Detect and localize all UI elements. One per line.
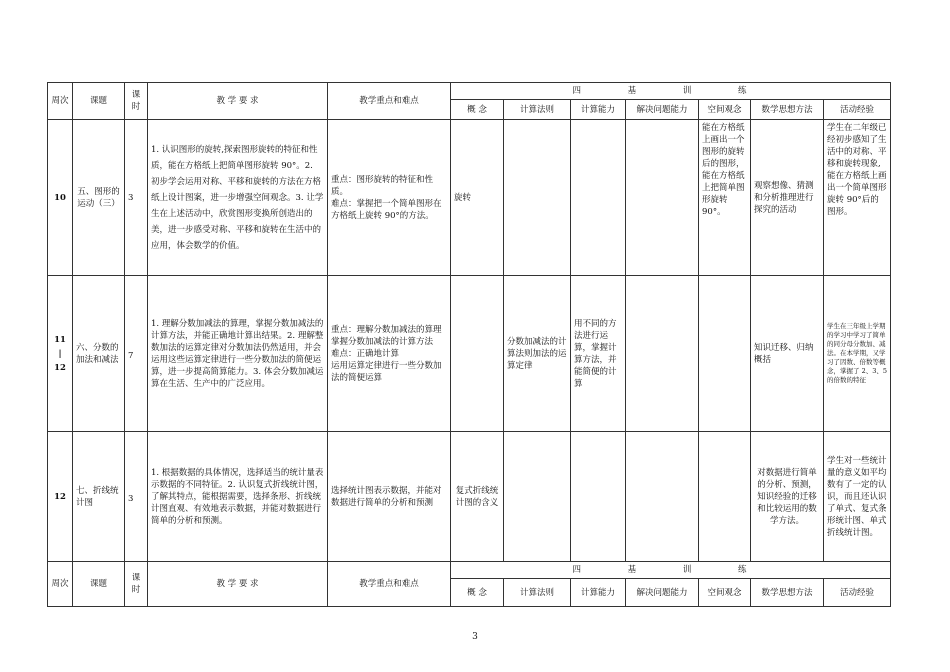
row-rule: 分数加减法的计算法则加法的运算定律 bbox=[504, 276, 571, 432]
row-calc bbox=[571, 120, 626, 276]
row-requirements: 1. 根据数据的具体情况，选择适当的统计量表示数据的不同特征。2. 认识复式折线统计图，了解其特点，能根据需要，选择条形、折线统计图直观、有效地表示数据，并能对数据进行简单的分析和预测。 bbox=[148, 432, 328, 562]
header-concept: 概 念 bbox=[451, 579, 504, 607]
row-calc: 用不同的方法进行运算，掌握计算方法，并能简便的计算 bbox=[571, 276, 626, 432]
row-hours: 3 bbox=[125, 432, 148, 562]
row-week: 12 bbox=[48, 432, 73, 562]
header-week: 周次 bbox=[48, 83, 73, 120]
row-activity: 学生在三年级上学期的学习中学习了简单的同分母分数加、减法。在本学期，又学习了因数、倍数等概念，掌握了 2、3、5 的倍数的特征 bbox=[824, 276, 891, 432]
row-concept: 复式折线统计图的含义 bbox=[451, 432, 504, 562]
row-activity: 学生在二年级已经初步感知了生活中的对称、平移和旋转现象,能在方格纸上画出一个简单图形旋转 90°后的图形。 bbox=[824, 120, 891, 276]
header-topic: 课题 bbox=[73, 562, 125, 607]
row-rule bbox=[504, 120, 571, 276]
teaching-plan-table bbox=[47, 82, 891, 607]
header-activity: 活动经验 bbox=[824, 579, 891, 607]
header-space: 空间观念 bbox=[699, 579, 751, 607]
row-concept bbox=[451, 276, 504, 432]
header-activity: 活动经验 bbox=[824, 100, 891, 120]
header-calc: 计算能力 bbox=[571, 100, 626, 120]
row-method: 对数据进行简单的分析、预测，知识经验的迁移和比较运用的数学方法。 bbox=[751, 432, 824, 562]
row-space: 能在方格纸上画出一个图形的旋转后的图形，能在方格纸上把简单图形旋转 90°。 bbox=[699, 120, 751, 276]
row-problem bbox=[626, 276, 699, 432]
header-key-points: 教学重点和难点 bbox=[328, 83, 451, 120]
table-row bbox=[48, 432, 891, 562]
row-key-points: 选择统计图表示数据，并能对数据进行简单的分析和预测 bbox=[328, 432, 451, 562]
row-concept: 旋转 bbox=[451, 120, 504, 276]
row-space bbox=[699, 432, 751, 562]
header-key-points: 教学重点和难点 bbox=[328, 562, 451, 607]
row-problem bbox=[626, 432, 699, 562]
row-rule bbox=[504, 432, 571, 562]
header-problem: 解决问题能力 bbox=[626, 100, 699, 120]
row-requirements: 1. 理解分数加减法的算理，掌握分数加减法的计算方法，并能正确地计算出结果。2. 理解整数加法的运算定律对分数加法仍然适用，并会运用这些运算定律进行一些分数加法的简便运算，进一步提高简算能力。3. 体会分数加减运算在生活、生产中的广泛应用。 bbox=[148, 276, 328, 432]
header-concept: 概 念 bbox=[451, 100, 504, 120]
header-space: 空间观念 bbox=[699, 100, 751, 120]
row-key-points: 重点：图形旋转的特征和性质。 难点：掌握把一个简单图形在方格纸上旋转 90°的方法。 bbox=[328, 120, 451, 276]
header-row-top bbox=[48, 83, 891, 100]
row-key-points: 重点：理解分数加减法的算理掌握分数加减法的计算方法 难点：正确地计算 运用运算定律进行一些分数加法的简便运算 bbox=[328, 276, 451, 432]
header-calc: 计算能力 bbox=[571, 579, 626, 607]
header-hours: 课时 bbox=[125, 562, 148, 607]
row-topic: 七、折线统计图 bbox=[73, 432, 125, 562]
row-space bbox=[699, 276, 751, 432]
row-method: 观察想像、猜测和分析推理进行探究的活动 bbox=[751, 120, 824, 276]
row-method: 知识迁移、归纳概括 bbox=[751, 276, 824, 432]
header-problem: 解决问题能力 bbox=[626, 579, 699, 607]
header-requirements: 教 学 要 求 bbox=[148, 562, 328, 607]
header-week: 周次 bbox=[48, 562, 73, 607]
header-four-basics: 四 基 训 练 bbox=[451, 562, 891, 579]
row-problem bbox=[626, 120, 699, 276]
header-requirements: 教 学 要 求 bbox=[148, 83, 328, 120]
row-calc bbox=[571, 432, 626, 562]
row-hours: 7 bbox=[125, 276, 148, 432]
row-topic: 五、图形的运动（三） bbox=[73, 120, 125, 276]
row-topic: 六、分数的加法和减法 bbox=[73, 276, 125, 432]
header-rule: 计算法则 bbox=[504, 100, 571, 120]
page-number: 3 bbox=[472, 632, 478, 642]
header-method: 数学思想方法 bbox=[751, 579, 824, 607]
header-four-basics: 四 基 训 练 bbox=[451, 83, 891, 100]
row-activity: 学生对一些统计量的意义如平均数有了一定的认识，而且还认识了单式、复式条形统计图、单式折线统计图。 bbox=[824, 432, 891, 562]
row-week: 10 bbox=[48, 120, 73, 276]
table-row bbox=[48, 276, 891, 432]
row-requirements: 1. 认识图形的旋转,探索图形旋转的特征和性质，能在方格纸上把简单图形旋转 90°。2. 初步学会运用对称、平移和旋转的方法在方格纸上设计图案，进一步增强空间观念。3. 让学生在上述活动中，欣赏图形变换所创造出的美，进一步感受对称、平移和旋转在生活中的应用，体会数学的价值。 bbox=[148, 120, 328, 276]
footer-header-row-top bbox=[48, 562, 891, 579]
row-week: 11 | 12 bbox=[48, 276, 73, 432]
table-row bbox=[48, 120, 891, 276]
header-hours: 课时 bbox=[125, 83, 148, 120]
header-method: 数学思想方法 bbox=[751, 100, 824, 120]
header-topic: 课题 bbox=[73, 83, 125, 120]
header-rule: 计算法则 bbox=[504, 579, 571, 607]
row-hours: 3 bbox=[125, 120, 148, 276]
